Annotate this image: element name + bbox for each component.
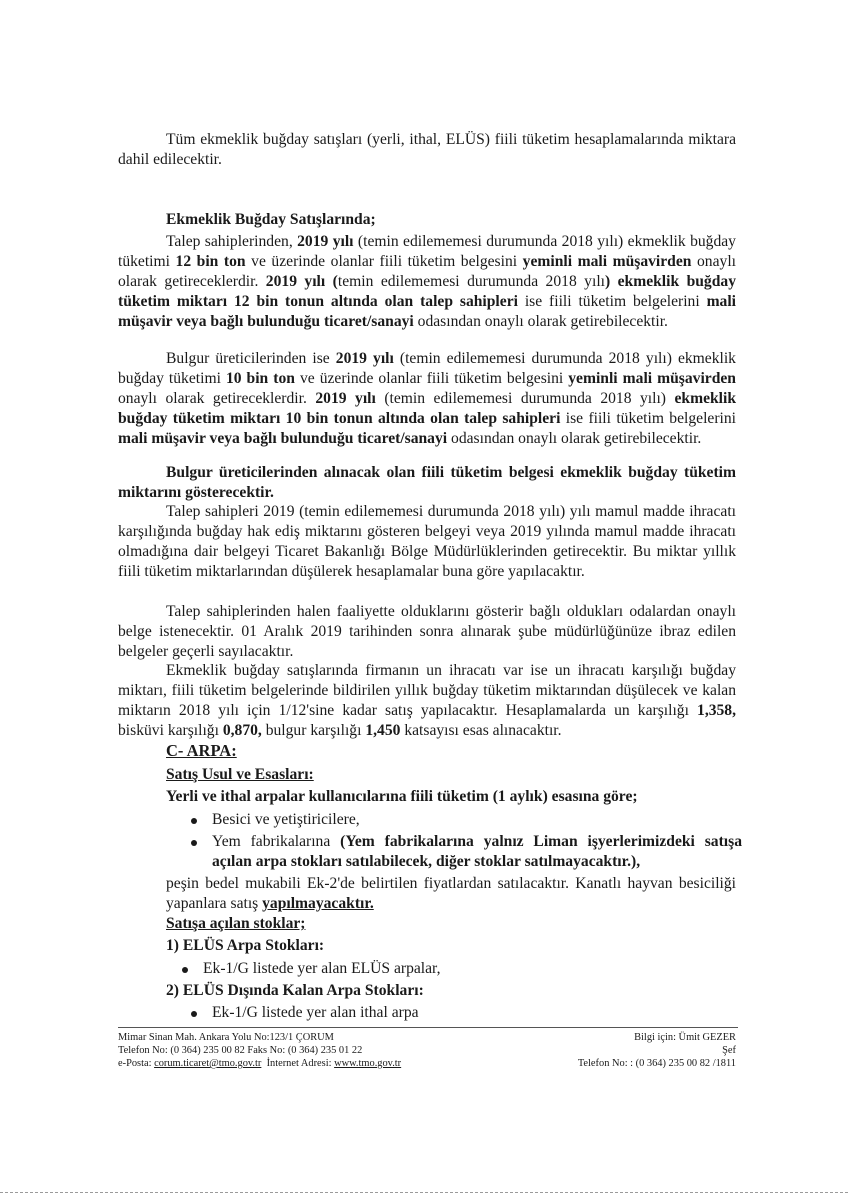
section-c-lead: Yerli ve ithal arpalar kullanıcılarına fiili tüketim (1 aylık) esasına göre; (166, 788, 638, 805)
bullet-icon (191, 1011, 197, 1017)
section-c-subtitle: Satış Usul ve Esasları: (166, 766, 314, 783)
bullet-imported-barley: Ek-1/G listede yer alan ithal arpa (212, 1004, 419, 1021)
paragraph-bulgur-producers: Bulgur üreticilerinden ise 2019 yılı (temin edilememesi durumunda 2018 yılı) ekmeklik buğday tüketimi 10 bin ton ve üzerinde olanlar fiili tüketim belgesini yeminli mali müşavirden onaylı olarak getireceklerdir. 2019 yılı (temin edilememesi durumunda 2018 yılı) ekmeklik buğday tüketim miktarı 10 bin tonun altında olan talep sahipleri ise fiili tüketim belgelerini mali müşavir veya bağlı bulunduğu ticaret/sanayi odasından onaylı olarak getirebilecektir. (118, 350, 737, 447)
bullet-breeders: Besici ve yetiştiricilere, (212, 811, 360, 828)
elus-stocks-heading: 1) ELÜS Arpa Stokları: (166, 937, 325, 954)
paragraph-export: Talep sahipleri 2019 (temin edilememesi durumunda 2018 yılı) yılı mamul madde ihracatı karşılığında buğday hak ediş miktarını gösteren belgeyi veya 2019 yılında mamul madde ihracatı olmadığına dair belgeyi Ticaret Bakanlığı Bölge Müdürlüklerinden getirecektir. Bu miktar yıllık fiili tüketim miktarlarından düşülerek hesaplamalar buna göre yapılacaktır. (118, 503, 736, 580)
stocks-heading: Satışa açılan stoklar; (166, 915, 306, 932)
bullet-icon (182, 967, 188, 973)
footer-phone: Telefon No: (0 364) 235 00 82 Faks No: (0 364) 235 01 22 (118, 1045, 363, 1056)
bullet-icon (191, 818, 197, 824)
paragraph-activity-certificate: Talep sahiplerinden halen faaliyette olduklarını gösterir bağlı oldukları odalardan onaylı belge istenecektir. 01 Aralık 2019 tarihinden sonra alınarak şube müdürlüğünüze ibraz edilen belgeler geçerli sayılacaktır. (118, 603, 736, 660)
footer-info-contact: Bilgi için: Ümit GEZER (634, 1032, 736, 1043)
paragraph-wheat-requesters: Talep sahiplerinden, 2019 yılı (temin edilememesi durumunda 2018 yılı) ekmeklik buğday tüketimi 12 bin ton ve üzerinde olanlar fiili tüketim belgesini yeminli mali müşavirden onaylı olarak getireceklerdir. 2019 yılı (temin edilememesi durumunda 2018 yılı) ekmeklik buğday tüketim miktarı 12 bin tonun altında olan talep sahipleri ise fiili tüketim belgelerini mali müşavir veya bağlı bulunduğu ticaret/sanayi odasından onaylı olarak getirebilecektir. (118, 233, 737, 330)
paragraph-bulgur-certificate: Bulgur üreticilerinden alınacak olan fiili tüketim belgesi ekmeklik buğday tüketim miktarını gösterecektir. (118, 464, 736, 501)
intro-paragraph: Tüm ekmeklik buğday satışları (yerli, ithal, ELÜS) fiili tüketim hesaplamalarında miktara dahil edilecektir. (118, 131, 736, 168)
paragraph-cash-sales: peşin bedel mukabili Ek-2'de belirtilen fiyatlardan satılacaktır. Kanatlı hayvan besiciliği yapanlara satış yapılmayacaktır. (166, 875, 736, 912)
footer-phone-right: Telefon No: : (0 364) 235 00 82 /1811 (577, 1058, 736, 1069)
bullet-elus-barley: Ek-1/G listede yer alan ELÜS arpalar, (203, 960, 441, 977)
page-bottom-rule (0, 1192, 848, 1193)
footer-web-link[interactable]: www.tmo.gov.tr (334, 1058, 402, 1069)
section-c-title: C- ARPA: (166, 741, 237, 760)
paragraph-flour-export: Ekmeklik buğday satışlarında firmanın un ihracatı var ise un ihracatı karşılığı buğday miktarı, fiili tüketim belgelerinde bildirilen yıllık buğday tüketim miktarından düşülecek ve kalan miktarın 2018 yılı için 1/12'sine kadar satış yapılacaktır. Hesaplamalarda un karşılığı 1,358, bisküvi karşılığı 0,870, bulgur karşılığı 1,450 katsayısı esas alınacaktır. (118, 662, 736, 739)
footer-email-link[interactable]: corum.ticaret@tmo.gov.tr (154, 1058, 262, 1069)
other-stocks-heading: 2) ELÜS Dışında Kalan Arpa Stokları: (166, 982, 424, 999)
bullet-icon (191, 840, 197, 846)
footer-address: Mimar Sinan Mah. Ankara Yolu No:123/1 ÇORUM (118, 1032, 334, 1043)
footer-contact-line: e-Posta: corum.ticaret@tmo.gov.tr İnternet Adresi: www.tmo.gov.tr (118, 1058, 402, 1069)
footer-role: Şef (722, 1045, 736, 1056)
heading-wheat-sales: Ekmeklik Buğday Satışlarında; (166, 211, 376, 228)
footer-divider (118, 1027, 738, 1028)
bullet-feed-factories: Yem fabrikalarına (Yem fabrikalarına yalnız Liman işyerlerimizdeki satışa açılan arpa stokları satılabilecek, diğer stoklar satılmayacaktır.), (212, 833, 742, 870)
